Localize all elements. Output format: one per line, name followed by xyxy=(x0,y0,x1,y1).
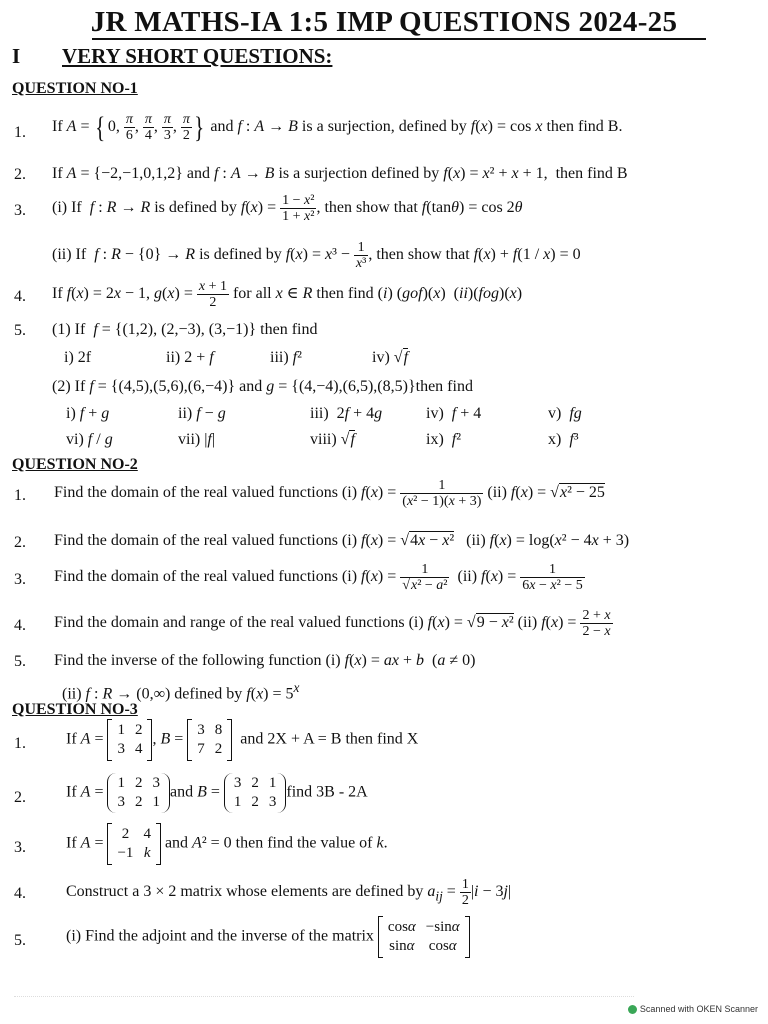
q1-item-3b: (ii) If f : R − {0} → R is defined by f(x) = x³ − $\frac{1}{\text{x³}}$ , then show that f(x) + f(1 / x) = 0 xyxy=(52,240,581,271)
item-number: 2. xyxy=(14,789,26,806)
item-number: 5. xyxy=(14,322,26,339)
q2-item-4: Find the domain and range of the real valued functions (i) f(x) = √9 − x² (ii) f(x) = $\frac{2 + x}{2 - x}$ xyxy=(54,608,611,639)
scanner-logo-icon xyxy=(628,1005,637,1014)
q1-item-5a-opt: iv) √f xyxy=(372,349,409,366)
question-heading-3: QUESTION NO-3 xyxy=(12,701,138,718)
q1-item-5b-opt: iv) f + 4 xyxy=(426,405,482,422)
item-number: 3. xyxy=(14,202,26,219)
page-title: JR MATHS-IA 1:5 IMP QUESTIONS 2024-25 xyxy=(90,6,678,38)
q1-item-5b-opt: iii) 2f + 4g xyxy=(310,405,383,422)
q1-item-5a-opt: iii) f² xyxy=(270,349,302,366)
q1-item-1: If A = { 0, $\frac{\pi}{6}$ , $\frac{\pi}{4}$ , $\frac{\pi}{3}$ , $\frac{\pi}{2}$ } and f : A → B is a surjection, defined by f(x) = cos x then find B. xyxy=(52,110,623,144)
item-number: 3. xyxy=(14,571,26,588)
item-number: 1. xyxy=(14,735,26,752)
q1-item-5b-opt: ii) f − g xyxy=(178,405,226,422)
q3-item-1: If A = 1 2 3 4 , B = 3 8 7 2 and 2X + A = B then find X xyxy=(66,720,418,760)
q1-item-5b: (2) If f = {(4,5),(5,6),(6,−4)} and g = {(4,−4),(6,5),(8,5)}then find xyxy=(52,378,473,395)
scanner-watermark xyxy=(628,1004,758,1014)
q1-item-5b-opt: viii) √f xyxy=(310,431,355,448)
q1-item-5b-opt: ix) f² xyxy=(426,431,462,448)
q1-item-5b-opt: vii) |f| xyxy=(178,431,216,448)
item-number: 1. xyxy=(14,487,26,504)
question-heading-2: QUESTION NO-2 xyxy=(12,456,138,473)
item-number: 2. xyxy=(14,534,26,551)
q3-item-5: (i) Find the adjoint and the inverse of the matrix cosα −sinα sinα cosα xyxy=(66,917,470,957)
q1-item-5a-opt: ii) 2 + f xyxy=(166,349,214,366)
q2-item-3: Find the domain of the real valued functions (i) f(x) = $\frac{1}{\text{√x² − a²}}$ (ii) f(x) = $\frac{1}{\text{6x − x² − 5}}$ xyxy=(54,562,583,593)
item-number: 5. xyxy=(14,932,26,949)
dotted-rule xyxy=(14,996,634,997)
item-number: 4. xyxy=(14,617,26,634)
q1-item-5b-opt: vi) f / g xyxy=(66,431,113,448)
q1-item-5a-opt: i) 2f xyxy=(64,349,92,366)
section-number: I xyxy=(12,44,21,68)
item-number: 1. xyxy=(14,124,26,141)
q1-item-3a: (i) If f : R → R is defined by f(x) = $\frac{\text{1 − x²}}{\text{1 + x²}}$ , then show that f(tanθ) = cos 2θ xyxy=(52,193,523,224)
item-number: 4. xyxy=(14,288,26,305)
section-title: VERY SHORT QUESTIONS: xyxy=(62,44,333,68)
item-number: 4. xyxy=(14,885,26,902)
q2-item-1: Find the domain of the real valued functions (i) f(x) = $\frac{1}{\text{(x² − 1)(x + 3)}}$ (ii) f(x) = √x² − 25 xyxy=(54,478,605,509)
q1-item-2: If A = {−2,−1,0,1,2} and f : A → B is a surjection defined by f(x) = x² + x + 1, then find B xyxy=(52,165,628,182)
item-number: 2. xyxy=(14,166,26,183)
q1-item-5b-opt: v) fg xyxy=(548,405,582,422)
q3-item-4: Construct a 3 × 2 matrix whose elements are defined by $a_{ij}$ = $\frac{1}{2}$ |i − 3j| xyxy=(66,877,512,908)
title-underline xyxy=(92,38,706,40)
q2-item-5a: Find the inverse of the following function (i) f(x) = ax + b (a ≠ 0) xyxy=(54,652,476,669)
item-number: 5. xyxy=(14,653,26,670)
q3-item-2: If A = 1 2 3 3 2 1 and B = 3 2 1 1 2 3 find 3B - 2A xyxy=(66,773,368,813)
q2-item-2: Find the domain of the real valued functions (i) f(x) = √4x − x² (ii) f(x) = log(x² − 4x + 3) xyxy=(54,532,630,549)
q1-item-5b-opt: x) f³ xyxy=(548,431,579,448)
q3-item-3: If A = 2 4 −1 k and A² = 0 then find the value of k. xyxy=(66,824,388,864)
q1-item-5a: (1) If f = {(1,2), (2,−3), (3,−1)} then find xyxy=(52,321,318,338)
q2-item-5b: (ii) f : R → (0,∞) defined by $f(x) = 5^x$ xyxy=(62,680,300,703)
item-number: 3. xyxy=(14,839,26,856)
q1-item-5b-opt: i) f + g xyxy=(66,405,110,422)
question-heading-1: QUESTION NO-1 xyxy=(12,80,138,97)
scanner-text: Scanned with OKEN Scanner xyxy=(639,1004,758,1014)
q1-item-4: If f(x) = 2x − 1, g(x) = $\frac{x + 1}{2}$ for all x ∈ R then find (i) (gof)(x) (ii)(fog)(x) xyxy=(52,279,523,310)
